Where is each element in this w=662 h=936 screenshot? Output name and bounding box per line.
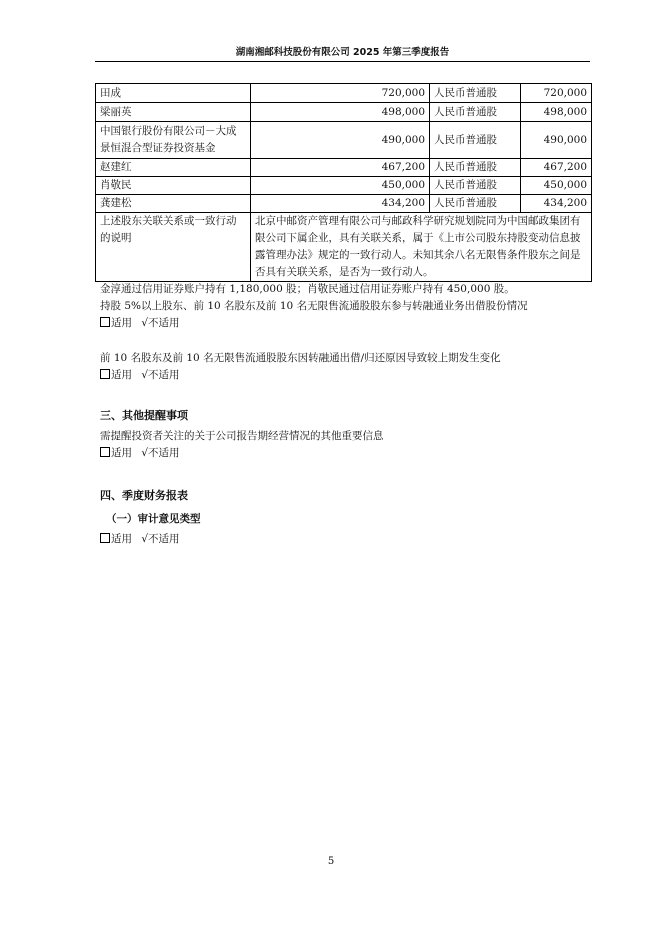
holder-name: 梁丽英: [96, 103, 251, 122]
holder-name: 龚建松: [96, 195, 251, 213]
holder-shares: 498,000: [251, 103, 430, 122]
share-class-amount: 490,000: [521, 122, 592, 159]
share-class: 人民币普通股: [430, 103, 521, 122]
share-class: 人民币普通股: [430, 122, 521, 159]
checkbox-icon: [100, 317, 110, 327]
not-applicable-label: √不适用: [141, 369, 180, 381]
relation-label: 上述股东关联关系或一致行动的说明: [96, 213, 251, 282]
report-header-title: 湖南湘邮科技股份有限公司 2025 年第三季度报告: [235, 47, 450, 58]
checkbox-icon: [100, 369, 110, 379]
applicable-label: 适用: [111, 533, 132, 545]
holder-shares: 467,200: [251, 159, 430, 177]
lending-title: 持股 5%以上股东、前 10 名股东及前 10 名无限售流通股股东参与转融通业务出借股份情况: [100, 300, 528, 312]
holder-name: 田成: [96, 84, 251, 103]
share-class-amount: 720,000: [521, 84, 592, 103]
relation-description: 北京中邮资产管理有限公司与邮政科学研究规划院同为中国邮政集团有限公司下属企业，具有关联关系，属于《上市公司股东持股变动信息披露管理办法》规定的一致行动人。未知其余八名无限售条件股东之间是否具有关联关系，是否为一致行动人。: [251, 213, 592, 282]
lending-change-title: 前 10 名股东及前 10 名无限售流通股股东因转融通出借/归还原因导致较上期发生变化: [100, 352, 501, 364]
holder-shares: 434,200: [251, 195, 430, 213]
table-row: [96, 122, 592, 159]
lending-change-options: [100, 367, 180, 383]
checkbox-icon: [100, 447, 110, 457]
not-applicable-label: √不适用: [141, 447, 180, 459]
checkbox-icon: [100, 533, 110, 543]
section-3-text: 需提醒投资者关注的关于公司报告期经营情况的其他重要信息: [100, 430, 384, 442]
table-row: [96, 84, 592, 103]
credit-account-note: 金淳通过信用证券账户持有 1,180,000 股；肖敬民通过信用证券账户持有 450,000 股。: [100, 283, 515, 295]
section-4-options: [100, 531, 180, 547]
table-row: [96, 177, 592, 195]
section-3-heading: 三、其他提醒事项: [100, 409, 188, 422]
holder-shares: 720,000: [251, 84, 430, 103]
table-row: [96, 103, 592, 122]
applicable-label: 适用: [111, 447, 132, 459]
not-applicable-label: √不适用: [141, 317, 180, 329]
not-applicable-label: √不适用: [141, 533, 180, 545]
holder-name: 肖敬民: [96, 177, 251, 195]
table-row: [96, 195, 592, 213]
holder-shares: 490,000: [251, 122, 430, 159]
section-4-heading: 四、季度财务报表: [100, 489, 188, 502]
share-class-amount: 434,200: [521, 195, 592, 213]
lending-options: [100, 315, 180, 331]
relation-row: [96, 213, 592, 282]
share-class-amount: 450,000: [521, 177, 592, 195]
header-divider: [95, 61, 590, 62]
holder-name: 赵建红: [96, 159, 251, 177]
section-4-subheading: （一）审计意见类型: [106, 513, 201, 525]
shareholders-table: [95, 83, 592, 282]
share-class: 人民币普通股: [430, 159, 521, 177]
holder-shares: 450,000: [251, 177, 430, 195]
share-class: 人民币普通股: [430, 177, 521, 195]
share-class-amount: 467,200: [521, 159, 592, 177]
section-3-options: [100, 445, 180, 461]
page-number: 5: [327, 856, 335, 867]
table-row: [96, 159, 592, 177]
share-class-amount: 498,000: [521, 103, 592, 122]
applicable-label: 适用: [111, 317, 132, 329]
holder-name: 中国银行股份有限公司－大成景恒混合型证券投资基金: [96, 122, 251, 159]
applicable-label: 适用: [111, 369, 132, 381]
share-class: 人民币普通股: [430, 195, 521, 213]
share-class: 人民币普通股: [430, 84, 521, 103]
